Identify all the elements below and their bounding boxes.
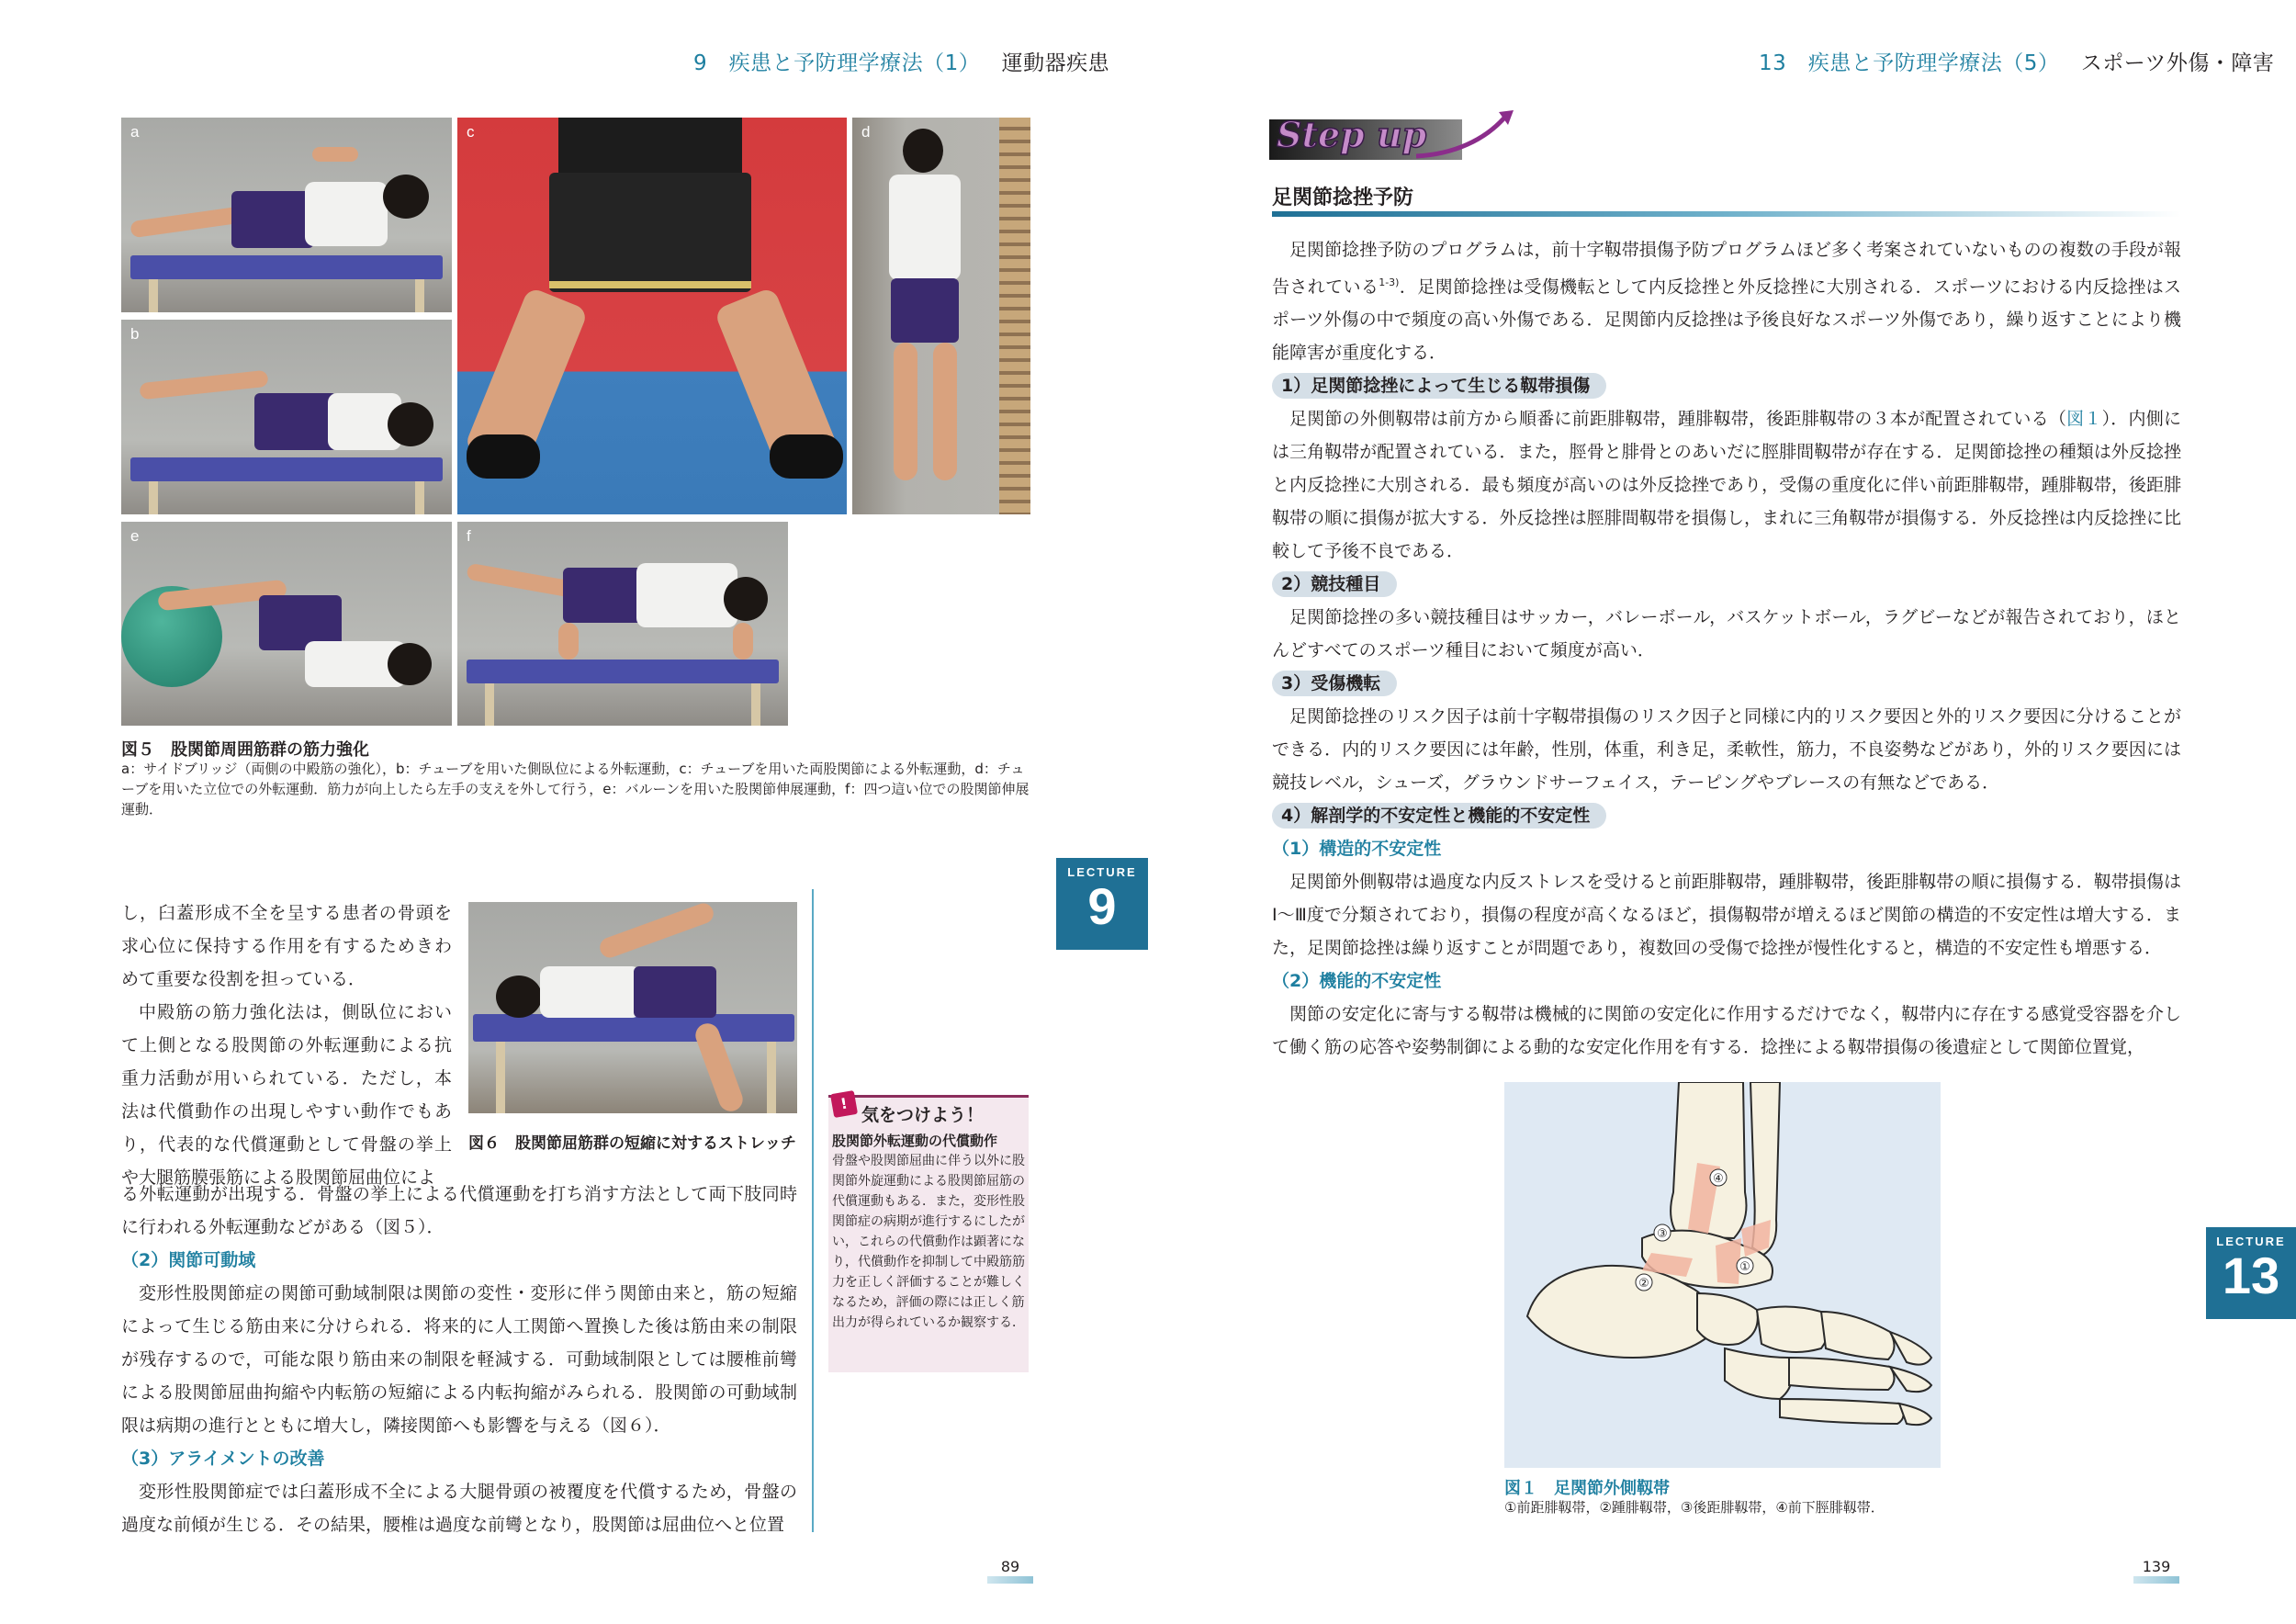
right-section-rule [1272, 211, 2181, 217]
subsection-4a-heading: （1）構造的不安定性 [1272, 839, 1442, 860]
figure6-photo [468, 902, 797, 1113]
right-running-head [1759, 46, 2274, 76]
figure1-caption: ①前距腓靱帯，②踵腓靱帯，③後距腓靱帯，④前下脛腓靱帯． [1504, 1499, 1885, 1516]
caution-note-box [828, 1095, 1029, 1372]
subheading-3: 3）受傷機転 [1272, 671, 1397, 696]
panel-label-a: a [130, 123, 140, 141]
lecture-tab-number: 9 [1087, 877, 1117, 935]
lecture-tab-number: 13 [2222, 1246, 2280, 1304]
subsection-4b-heading: （2）機能的不安定性 [1272, 971, 1442, 992]
panel-label-c: c [467, 123, 475, 141]
left-paragraph-continued: し，臼蓋形成不全を呈する患者の骨頭を求心位に保持する作用を有するためきわめて重要な役割を担っている． [121, 903, 452, 989]
panel-label-b: b [130, 325, 140, 343]
subheading-4: 4）解剖学的不安定性と機能的不安定性 [1272, 803, 1606, 829]
figure5-photo-f [457, 522, 788, 726]
figure6-ref[interactable]: 図６ [610, 1415, 646, 1436]
right-page-number: 139 [2142, 1558, 2171, 1575]
left-body-wide [121, 1178, 797, 1541]
panel-label-d: d [861, 123, 871, 141]
caution-note-subtitle: 股関節外転運動の代償動作 [832, 1133, 998, 1149]
subsection-3-paragraph: 足関節捻挫のリスク因子は前十字靱帯損傷のリスク因子と同様に内的リスク要因と外的リスク要因に分けることができる．内的リスク要因には年齢，性別，体重，利き足，柔軟性，筋力，不良姿勢などがあり，外的リスク要因には競技レベル，シューズ，グラウンドサーフェイス，テーピングやブレースの有無などである． [1272, 706, 2181, 794]
right-intro-paragraph: 足関節捻挫予防のプログラムは，前十字靱帯損傷予防プログラムほど多く考案されていないものの複数の手段が報告されている$^{1-3)}$．足関節捻挫は受傷機転として内反捻挫と外反捻挫に大別される．スポーツにおける内反捻挫はスポーツ外傷の中で頻度の高い外傷である．足関節内反捻挫は予後良好なスポーツ外傷であり，繰り返すことにより機能障害が重度化する． [1272, 240, 2181, 364]
figure1-ref[interactable]: 図１ [2066, 409, 2102, 430]
step-up-logo-text: Step up [1277, 114, 1427, 155]
section3-heading: （3）アライメントの改善 [121, 1449, 325, 1469]
caution-note-title: 気をつけよう！ [861, 1105, 985, 1125]
right-chapter-title: スポーツ外傷・障害 [2080, 51, 2275, 75]
step-up-logo [1269, 108, 1517, 165]
figure5-photo-b [121, 320, 452, 514]
section3-paragraph: 変形性股関節症では臼蓋形成不全による大腿骨頭の被覆度を代償するため，骨盤の過度な前傾が生じる．その結果，腰椎は過度な前彎となり，股関節は屈曲位へと位置 [121, 1482, 797, 1535]
figure5-ref[interactable]: 図５ [383, 1217, 419, 1237]
right-chapter-number: 13 [1759, 51, 1787, 75]
lecture-tab-9 [1056, 858, 1148, 950]
left-chapter-title: 運動器疾患 [1001, 51, 1110, 75]
subsection-2-paragraph: 足関節捻挫の多い競技種目はサッカー，バレーボール，バスケットボール，ラグビーなどが報告されており，ほとんどすべてのスポーツ種目において頻度が高い． [1272, 607, 2181, 661]
left-body-narrow [121, 897, 452, 1194]
right-chapter-label: 疾患と予防理学療法（5） [1807, 51, 2060, 75]
caution-icon: ! [830, 1090, 858, 1118]
right-body [1272, 233, 2181, 1064]
figure5-photo-d [852, 118, 1030, 514]
lecture-tab-13 [2206, 1227, 2296, 1319]
subsection-4b-paragraph: 関節の安定化に寄与する靱帯は機械的に関節の安定化に作用するだけでなく，靱帯内に存在する感覚受容器を介して働く筋の応答や姿勢制御による動的な安定化作用を有する．捻挫による靱帯損傷の後遺症として関節位置覚， [1272, 1004, 2181, 1058]
figure1-marker-2: ② [1638, 1277, 1649, 1291]
left-paragraph-gluteus: 中殿筋の筋力強化法は，側臥位において上側となる股関節の外転運動による抗重力活動が用いられている．ただし，本法は代償動作の出現しやすい動作でもあり，代表的な代償運動として骨盤の挙上や大腿筋膜張筋による股関節屈曲位によ [121, 1002, 452, 1188]
figure1-marker-1: ① [1739, 1260, 1750, 1274]
figure1-marker-4: ④ [1713, 1172, 1724, 1186]
panel-label-e: e [130, 527, 140, 545]
section2-heading: （2）関節可動域 [121, 1250, 256, 1270]
section2-paragraph: 変形性股関節症の関節可動域制限は関節の変性・変形に伴う関節由来と，筋の短縮によって生じる筋由来に分けられる．将来的に人工関節へ置換した後は筋由来の制限が残存するので，可能な限り筋由来の制限を軽減する．可動域制限としては腰椎前彎による股関節屈曲拘縮や内転筋の短縮による内転拘縮がみられる．股関節の可動域制限は病期の進行とともに増大し，隣接関節へも影響を与える（図６）． [121, 1283, 797, 1436]
lecture-tab-word: LECTURE [2216, 1235, 2286, 1248]
figure5-photo-c [457, 118, 847, 514]
figure1-marker-3: ③ [1657, 1227, 1668, 1241]
figure5-photo-e [121, 522, 452, 726]
figure5-photo-a [121, 118, 452, 312]
subheading-1: 1）足関節捻挫によって生じる靱帯損傷 [1272, 373, 1606, 399]
figure1-title: 図１ 足関節外側靱帯 [1504, 1479, 1670, 1498]
right-section-title: 足関節捻挫予防 [1272, 186, 1414, 209]
figure6-title: 図６ 股関節屈筋群の短縮に対するストレッチ [468, 1134, 796, 1153]
panel-label-f: f [467, 527, 471, 545]
subsection-1-paragraph: 足関節の外側靱帯は前方から順番に前距腓靱帯，踵腓靱帯，後距腓靱帯の３本が配置されている（図１）．内側には三角靱帯が配置されている．また，脛骨と腓骨とのあいだに脛腓間靱帯が存在する．足関節捻挫の種類は外反捻挫と内反捻挫に大別される．最も頻度が高いのは外反捻挫であり，受傷の重度化に伴い前距腓靱帯，踵腓靱帯，後距腓靱帯の順に損傷が拡大する．外反捻挫は脛腓間靱帯を損傷し，まれに三角靱帯が損傷する．外反捻挫は内反捻挫に比較して予後不良である． [1272, 409, 2181, 562]
subsection-4a-paragraph: 足関節外側靱帯は過度な内反ストレスを受けると前距腓靱帯，踵腓靱帯，後距腓靱帯の順に損傷する．靱帯損傷はⅠ〜Ⅲ度で分類されており，損傷の程度が高くなるほど，損傷靱帯が増えるほど関節の構造的不安定性は増大する．また，足関節捻挫は繰り返すことが問題であり，複数回の受傷で捻挫が慢性化すると，構造的不安定性も増悪する． [1272, 872, 2181, 959]
left-chapter-number: 9 [693, 51, 708, 75]
left-chapter-label: 疾患と予防理学療法（1） [728, 51, 981, 75]
column-divider [812, 889, 814, 1532]
lecture-tab-word: LECTURE [1067, 865, 1137, 879]
figure5-title: 図５ 股関節周囲筋群の筋力強化 [121, 740, 369, 760]
left-page-number: 89 [1000, 1558, 1020, 1575]
caution-note-body: 骨盤や股関節屈曲に伴う以外に股関節外旋運動による股関節屈筋の代償運動もある．また，変形性股関節症の病期が進行するにしたがい，これらの代償動作は顕著になり，代償動作を抑制して中殿筋筋力を正しく評価することが難しくなるため，評価の際には正しく筋出力が得られているか観察する． [832, 1154, 1025, 1330]
left-paragraph-lead: る外転運動が出現する．骨盤の挙上による代償運動を打ち消す方法として両下肢同時に行われる外転運動などがある（図５）． [121, 1184, 797, 1237]
left-page-number-bar [987, 1576, 1033, 1584]
figure1-illustration [1504, 1082, 1941, 1468]
figure5-caption: a：サイドブリッジ（両側の中殿筋の強化），b：チューブを用いた側臥位による外転運動，c：チューブを用いた両股関節による外転運動，d：チューブを用いた立位での外転運動．筋力が向上したら左手の支えを外して行う，e：バルーンを用いた股関節伸展運動，f：四つ這い位での股関節伸展運動． [121, 761, 1030, 818]
subheading-2: 2）競技種目 [1272, 571, 1397, 597]
right-page-number-bar [2133, 1576, 2179, 1584]
left-running-head [693, 46, 1109, 76]
